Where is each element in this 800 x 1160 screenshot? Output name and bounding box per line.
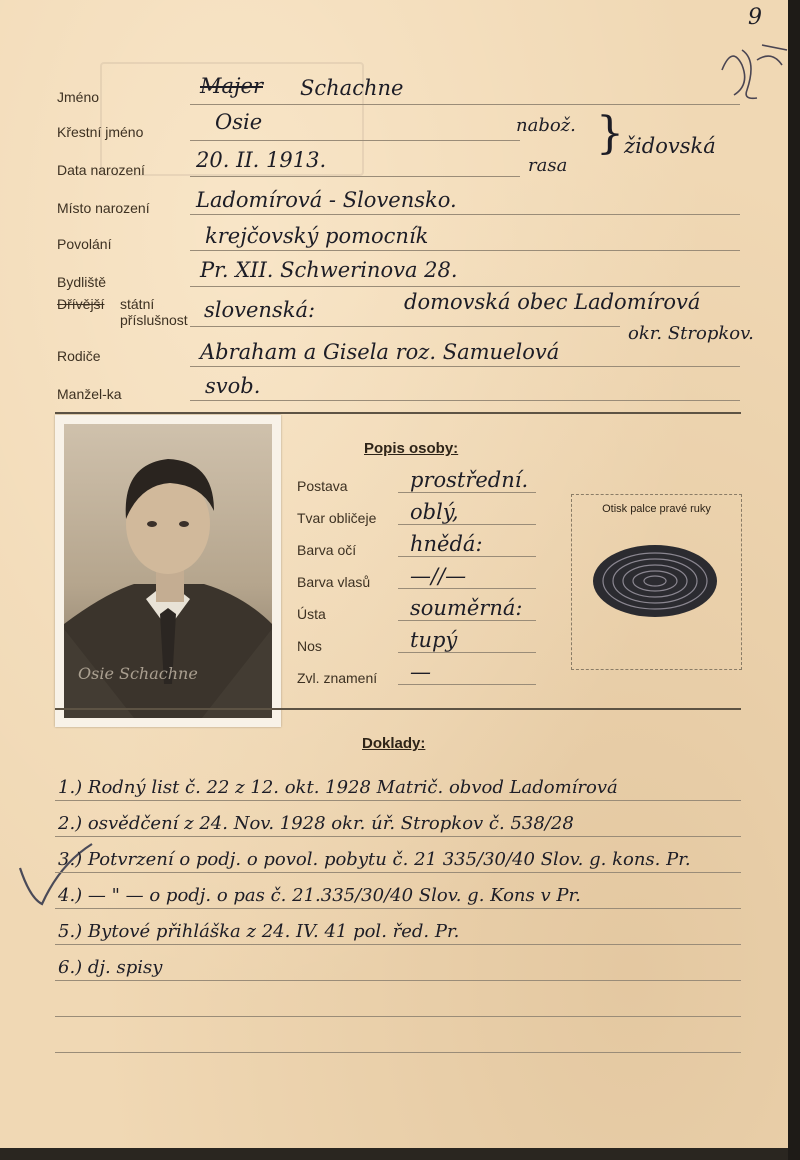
home-district-value: okr. Stropkov. xyxy=(628,323,754,344)
residence-value: Pr. XII. Schwerinova 28. xyxy=(200,258,458,282)
corner-signature xyxy=(712,30,792,110)
label-birth-place: Místo narození xyxy=(57,200,150,216)
description-label: Ústa xyxy=(297,606,326,622)
line-birth-date xyxy=(190,176,520,177)
line-birth-place xyxy=(190,214,740,215)
description-value: — xyxy=(410,660,431,684)
description-line xyxy=(398,620,536,621)
documents-line xyxy=(55,1016,741,1017)
label-parents: Rodiče xyxy=(57,348,101,364)
religion-label: nabož. xyxy=(516,115,576,136)
religion-value: židovská xyxy=(624,134,716,158)
race-label: rasa xyxy=(528,155,568,176)
description-divider xyxy=(55,708,741,710)
label-citizenship-a: státní xyxy=(120,296,155,312)
label-surname: Jméno xyxy=(57,89,100,105)
description-line xyxy=(398,524,536,525)
line-residence xyxy=(190,286,740,287)
document-entry: 2.) osvědčení z 24. Nov. 1928 okr. úř. Stropkov č. 538/28 xyxy=(58,813,574,834)
thumbprint-image xyxy=(590,540,720,622)
description-label: Nos xyxy=(297,638,322,654)
fingerprint-box xyxy=(571,494,742,670)
description-label: Barva vlasů xyxy=(297,574,371,590)
line-spouse xyxy=(190,400,740,401)
photo-frame xyxy=(55,415,281,727)
line-citizenship xyxy=(190,326,620,327)
document-entry: 5.) Bytové přihláška z 24. IV. 41 pol. řed. Pr. xyxy=(58,921,460,942)
birth-place-value: Ladomírová - Slovensko. xyxy=(196,188,457,212)
documents-line xyxy=(55,800,741,801)
description-line xyxy=(398,556,536,557)
document-entry: 4.) — " — o podj. o pas č. 21.335/30/40 Slov. g. Kons v Pr. xyxy=(58,885,581,906)
document-entry: 6.) dj. spisy xyxy=(58,957,163,978)
line-surname xyxy=(190,104,740,105)
label-occupation: Povolání xyxy=(57,236,112,252)
birth-date-value: 20. II. 1913. xyxy=(196,148,327,172)
documents-line xyxy=(55,908,741,909)
document-entry: 1.) Rodný list č. 22 z 12. okt. 1928 Matrič. obvod Ladomírová xyxy=(58,777,618,798)
line-occupation xyxy=(190,250,740,251)
documents-line xyxy=(55,944,741,945)
parents-value: Abraham a Gisela roz. Samuelová xyxy=(200,340,560,364)
description-value: —//— xyxy=(410,564,467,588)
description-label: Postava xyxy=(297,478,348,494)
corner-number: 9 xyxy=(748,5,762,30)
description-label: Tvar obličeje xyxy=(297,510,377,526)
description-heading: Popis osoby: xyxy=(364,440,459,457)
description-value: tupý xyxy=(410,628,458,652)
document-entry: 3.) Potvrzení o podj. o povol. pobytu č. 21 335/30/40 Slov. g. kons. Pr. xyxy=(58,849,691,870)
surname-struck: Majer xyxy=(200,74,263,98)
line-parents xyxy=(190,366,740,367)
description-value: hnědá: xyxy=(410,532,483,556)
description-label: Barva očí xyxy=(297,542,357,558)
given-name-value: Osie xyxy=(215,110,263,134)
brace: } xyxy=(596,108,624,159)
documents-line xyxy=(55,836,741,837)
description-label: Zvl. znamení xyxy=(297,670,378,686)
label-residence: Bydliště xyxy=(57,274,107,290)
label-birth-date: Data narození xyxy=(57,162,145,178)
spouse-value: svob. xyxy=(205,374,261,398)
photo-signature: Osie Schachne xyxy=(78,664,198,683)
documents-heading: Doklady: xyxy=(362,735,426,752)
citizenship-value: slovenská: xyxy=(204,298,316,322)
surname-value: Schachne xyxy=(300,76,404,100)
description-line xyxy=(398,684,536,685)
header-divider xyxy=(55,412,741,414)
description-line xyxy=(398,492,536,493)
description-line xyxy=(398,652,536,653)
label-former: Dřívější xyxy=(57,296,105,312)
label-spouse: Manžel-ka xyxy=(57,386,122,402)
page-edge xyxy=(788,0,800,1160)
fingerprint-title: Otisk palce pravé ruky xyxy=(602,503,711,515)
label-given-name: Křestní jméno xyxy=(57,124,144,140)
description-line xyxy=(398,588,536,589)
occupation-value: krejčovský pomocník xyxy=(205,224,429,248)
description-value: prostřední. xyxy=(410,468,529,492)
documents-line xyxy=(55,872,741,873)
portrait-photo xyxy=(64,424,272,718)
documents-line xyxy=(55,980,741,981)
documents-line xyxy=(55,1052,741,1053)
description-value: souměrná: xyxy=(410,596,523,620)
home-municipality-value: domovská obec Ladomírová xyxy=(404,290,701,314)
description-value: oblý, xyxy=(410,500,459,524)
label-citizenship-b: příslušnost xyxy=(120,312,188,328)
line-given-name xyxy=(190,140,520,141)
